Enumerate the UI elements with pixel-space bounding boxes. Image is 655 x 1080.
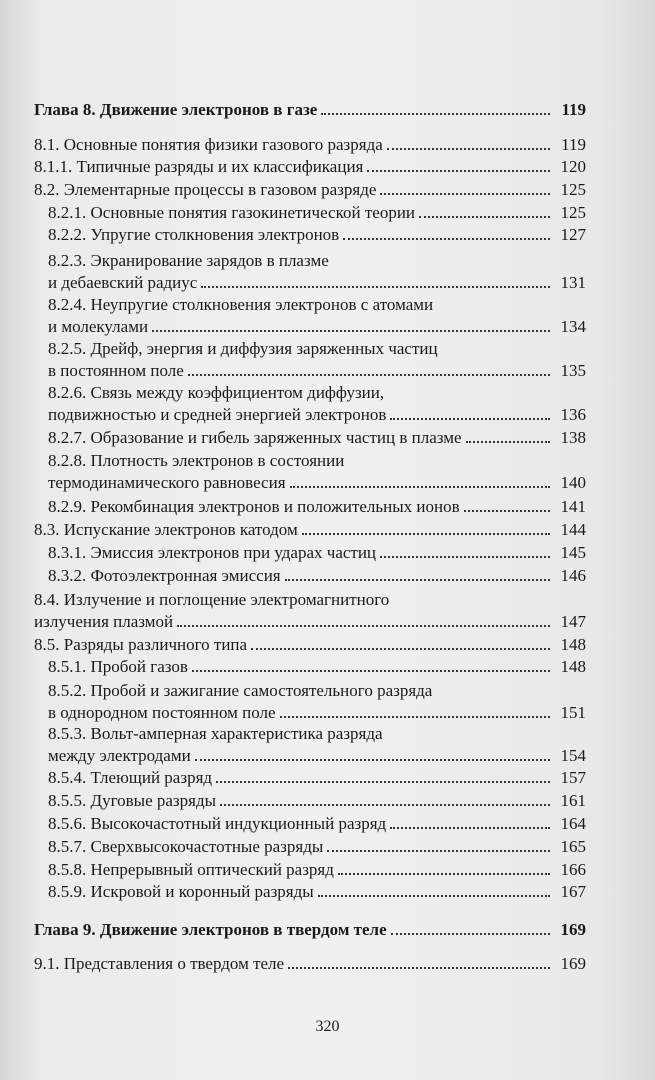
toc-entry (48, 225, 586, 245)
toc-entry-title: 8.1. Основные понятия физики газового разряда (34, 135, 383, 154)
toc-entry-title: 8.5.9. Искровой и коронный разряды (48, 882, 314, 901)
toc-entry-page: 157 (560, 768, 586, 787)
dot-leader (419, 216, 550, 218)
toc-entry-title-line: 8.2.3. Экранирование зарядов в плазме (48, 251, 329, 270)
toc-entry-title: Глава 9. Движение электронов в твердом теле (34, 920, 387, 939)
toc-entry-title: 8.3. Испускание электронов катодом (34, 520, 298, 539)
toc-entry (48, 317, 586, 337)
dot-leader (216, 781, 550, 783)
toc-entry-title: и дебаевский радиус (48, 273, 198, 292)
toc-entry-page: 120 (560, 157, 586, 176)
toc-entry (48, 497, 586, 517)
dot-leader (285, 579, 550, 581)
toc-entry-page: 119 (561, 135, 586, 154)
toc-entry-page: 161 (560, 791, 586, 810)
dot-leader (188, 374, 550, 376)
toc-entry-page: 136 (560, 405, 586, 424)
toc-entry-page: 148 (560, 635, 586, 654)
dot-leader (380, 556, 550, 558)
toc-entry-title: излучения плазмой (34, 612, 174, 631)
dot-leader (201, 286, 550, 288)
toc-entry (48, 882, 586, 902)
toc-entry (34, 612, 586, 632)
toc-entry (48, 473, 586, 493)
toc-entry-page: 119 (561, 100, 586, 119)
toc-entry-page: 140 (560, 473, 586, 492)
dot-leader (338, 873, 550, 875)
toc-entry-page: 147 (560, 612, 586, 631)
dot-leader (220, 804, 550, 806)
dot-leader (302, 533, 550, 535)
dot-leader (251, 648, 550, 650)
page-number: 320 (315, 1018, 340, 1035)
toc-entry-page: 144 (560, 520, 586, 539)
toc-entry (48, 405, 586, 425)
toc-entry-page: 164 (560, 814, 586, 833)
toc-entry-title-line: 8.2.8. Плотность электронов в состоянии (48, 451, 345, 470)
toc-entry-title: 8.5.4. Тлеющий разряд (48, 768, 213, 787)
dot-leader (280, 716, 550, 718)
toc-entry-title: и молекулами (48, 317, 149, 336)
toc-entry-title: 8.2.1. Основные понятия газокинетической теории (48, 203, 416, 222)
toc-entry (48, 428, 586, 448)
toc-entry (48, 814, 586, 834)
dot-leader (380, 193, 550, 195)
toc-entry-title-line: 8.2.5. Дрейф, энергия и диффузия заряженных частиц (48, 339, 438, 358)
toc-entry-title: 8.2.7. Образование и гибель заряженных частиц в плазме (48, 428, 462, 447)
toc-entry-page: 134 (560, 317, 586, 336)
toc-entry-title: в однородном постоянном поле (48, 703, 276, 722)
toc-entry-page: 166 (560, 860, 586, 879)
toc-entry-page: 169 (560, 920, 586, 939)
toc-entry (48, 768, 586, 788)
dot-leader (367, 170, 550, 172)
toc-chapter-entry (34, 100, 586, 120)
toc-entry (48, 566, 586, 586)
dot-leader (391, 933, 550, 935)
toc-entry-title-line: 8.5.3. Вольт-амперная характеристика разряда (48, 724, 383, 743)
toc-entry-title: 8.3.1. Эмиссия электронов при ударах частиц (48, 543, 377, 562)
toc-entry-title: термодинамического равновесия (48, 473, 286, 492)
toc-entry (48, 361, 586, 381)
dot-leader (464, 510, 550, 512)
dot-leader (390, 418, 550, 420)
toc-entry-title: подвижностью и средней энергией электронов (48, 405, 387, 424)
toc-entry-title: 8.5.1. Пробой газов (48, 657, 188, 676)
dot-leader (390, 827, 550, 829)
toc-entry-page: 167 (560, 882, 586, 901)
toc-entry-title-line: 8.2.6. Связь между коэффициентом диффузии, (48, 383, 385, 402)
toc-entry-page: 138 (560, 428, 586, 447)
toc-entry-title-line: 8.4. Излучение и поглощение электромагнитного (34, 590, 390, 609)
toc-entry-title: 8.2. Элементарные процессы в газовом разряде (34, 180, 377, 199)
toc-entry-page: 148 (560, 657, 586, 676)
toc-entry (34, 520, 586, 540)
toc-entry (48, 703, 586, 723)
toc-entry-page: 131 (560, 273, 586, 292)
toc-entry-title: в постоянном поле (48, 361, 184, 380)
toc-entry (48, 203, 586, 223)
toc-entry-page: 151 (560, 703, 586, 722)
toc-entry (34, 635, 586, 655)
toc-entry (34, 135, 586, 155)
toc-entry-title: 8.5.6. Высокочастотный индукционный разряд (48, 814, 387, 833)
toc-entry-page: 145 (560, 543, 586, 562)
toc-entry-page: 125 (560, 203, 586, 222)
dot-leader (152, 330, 550, 332)
toc-entry-page: 154 (560, 746, 586, 765)
toc-entry-title: 8.2.9. Рекомбинация электронов и положительных ионов (48, 497, 460, 516)
toc-chapter-entry (34, 920, 586, 940)
dot-leader (327, 850, 550, 852)
dot-leader (321, 113, 550, 115)
dot-leader (466, 441, 550, 443)
toc-entry-page: 169 (560, 954, 586, 973)
toc-entry (48, 543, 586, 563)
toc-entry-page: 127 (560, 225, 586, 244)
dot-leader (318, 895, 550, 897)
toc-entry-title: 8.3.2. Фотоэлектронная эмиссия (48, 566, 281, 585)
toc-entry-title: 8.2.2. Упругие столкновения электронов (48, 225, 340, 244)
toc-entry-title-line: 8.5.2. Пробой и зажигание самостоятельного разряда (48, 681, 433, 700)
toc-entry-page: 165 (560, 837, 586, 856)
toc-entry (34, 157, 586, 177)
dot-leader (192, 670, 550, 672)
toc-entry-title: 8.5.8. Непрерывный оптический разряд (48, 860, 334, 879)
toc-entry-title-line: 8.2.4. Неупругие столкновения электронов с атомами (48, 295, 434, 314)
dot-leader (177, 625, 550, 627)
toc-entry-page: 141 (560, 497, 586, 516)
toc-entry-title: 8.5.5. Дуговые разряды (48, 791, 217, 810)
toc-entry-title: 9.1. Представления о твердом теле (34, 954, 285, 973)
toc-entry (48, 860, 586, 880)
toc-entry-page: 135 (560, 361, 586, 380)
dot-leader (288, 967, 550, 969)
toc-entry-title: между электродами (48, 746, 191, 765)
toc-entry-title: Глава 8. Движение электронов в газе (34, 100, 318, 119)
dot-leader (195, 759, 550, 761)
dot-leader (387, 148, 550, 150)
toc-entry (48, 791, 586, 811)
toc-entry-title: 8.1.1. Типичные разряды и их классификация (34, 157, 364, 176)
dot-leader (343, 238, 550, 240)
toc-entry (48, 273, 586, 293)
dot-leader (290, 486, 550, 488)
toc-entry (48, 657, 586, 677)
toc-entry (48, 837, 586, 857)
toc-entry-page: 146 (560, 566, 586, 585)
toc-entry-page: 125 (560, 180, 586, 199)
toc-entry-title: 8.5. Разряды различного типа (34, 635, 248, 654)
toc-entry (34, 180, 586, 200)
toc-entry-title: 8.5.7. Сверхвысокочастотные разряды (48, 837, 324, 856)
toc-entry (34, 954, 586, 974)
toc-entry (48, 746, 586, 766)
